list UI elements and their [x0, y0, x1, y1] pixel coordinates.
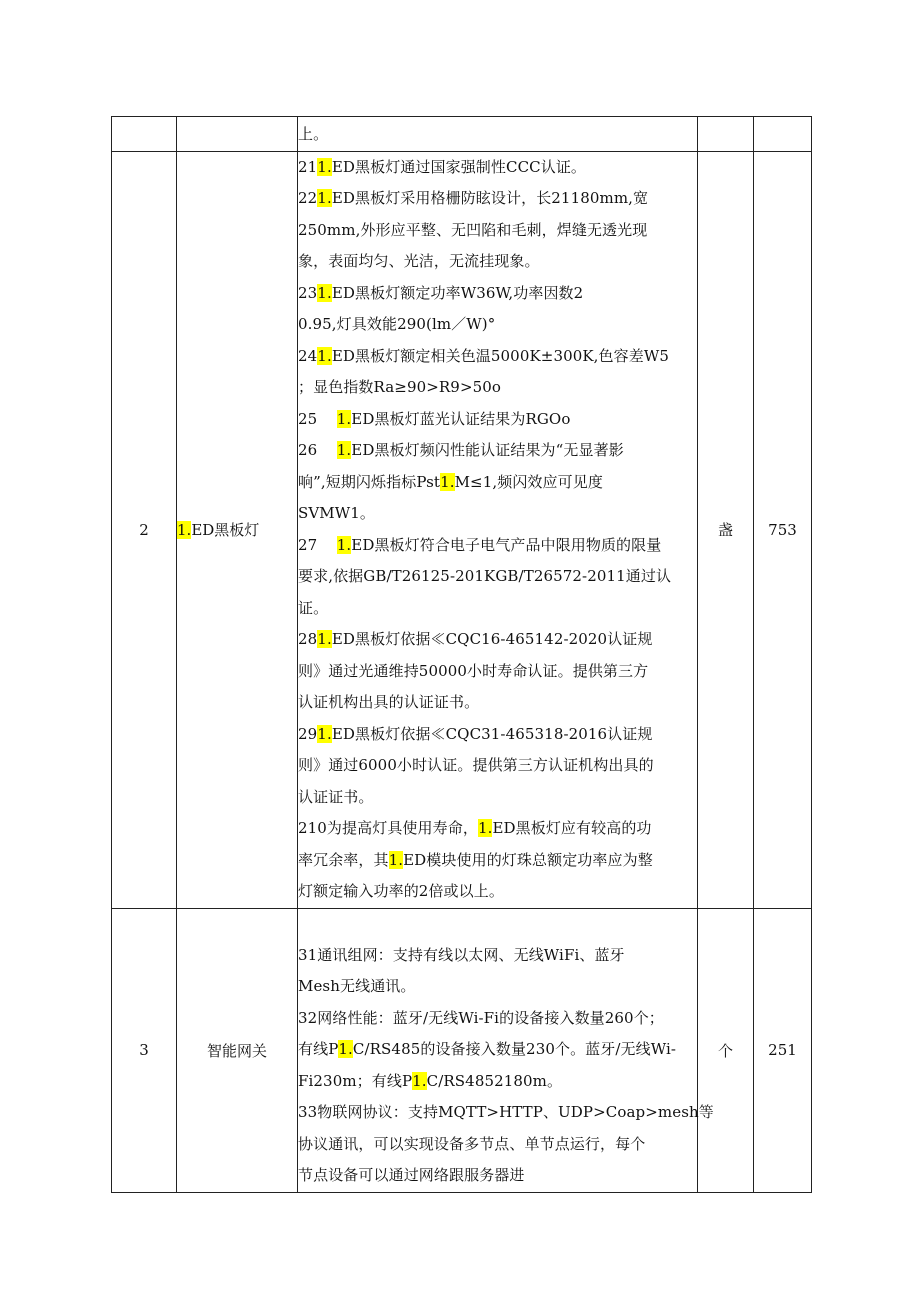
line-text: C/RS485的设备接入数量230个。蓝牙/无线Wi- [352, 1040, 677, 1058]
line-text: 29 [298, 724, 318, 743]
line-text: 则》通过6000小时认证。提供第三方认证机构出具的 [298, 756, 654, 774]
line-text: 灯额定输入功率的2倍或以上。 [298, 882, 504, 900]
description-line [298, 593, 697, 625]
description-lines [298, 909, 714, 1192]
line-text: SVMW1。 [298, 504, 376, 522]
description-line [298, 152, 697, 184]
highlight-text: 1. [317, 157, 332, 176]
line-text: 28 [298, 630, 318, 648]
cell-name [177, 117, 298, 152]
description-line [298, 1066, 697, 1098]
description-lines [298, 119, 697, 151]
description-line [298, 876, 697, 908]
description-line [298, 372, 697, 404]
description-line [298, 719, 697, 751]
description-line [298, 940, 697, 972]
line-text: ED黑板灯依据≪CQC31-465318-2016认证规 [331, 724, 653, 743]
item-unit: 盏 [698, 151, 754, 908]
line-text: M≤1,频闪效应可见度 [454, 472, 603, 491]
description-line [298, 215, 697, 247]
line-text: 27 [298, 535, 337, 554]
description-line [298, 1129, 697, 1161]
description-line [298, 467, 697, 499]
description-line [298, 246, 697, 278]
line-text: 象，表面均匀、光洁，无流挂现象。 [298, 252, 540, 270]
item-name: 智能网关 [177, 908, 298, 1192]
line-text: ED黑板灯采用格栅防眩设计，长21180mm,宽 [331, 189, 649, 207]
highlight-text: 1. [412, 1071, 427, 1090]
highlight-text: 1. [440, 472, 455, 491]
highlight-text: 1. [317, 724, 332, 743]
item-number: 2 [112, 151, 177, 908]
spec-table [111, 116, 812, 1193]
item-number: 3 [112, 908, 177, 1192]
description-line [298, 498, 697, 530]
highlight-text: 1. [317, 630, 332, 648]
description-line [298, 404, 697, 436]
line-text: 节点设备可以通过网络跟服务器进 [298, 1166, 525, 1184]
cell-unit [698, 117, 754, 152]
line-text: 认证证书。 [298, 787, 374, 806]
description-line [298, 278, 697, 310]
description-line [298, 561, 697, 593]
description-line [298, 1160, 697, 1192]
item-description [298, 908, 714, 1192]
line-text: 23 [298, 283, 318, 302]
item-name-highlight: 1. [177, 521, 192, 539]
description-line [298, 813, 697, 845]
cell-number [112, 117, 177, 152]
description-line [298, 309, 697, 341]
highlight-text: 1. [388, 850, 404, 869]
description-line [298, 687, 697, 719]
line-text: 上。 [298, 125, 329, 143]
description-line [298, 183, 697, 215]
description-line [298, 1034, 697, 1066]
line-text: ED黑板灯应有较高的功 [492, 819, 652, 837]
highlight-text: 1. [317, 346, 332, 365]
line-text: ED模块使用的灯珠总额定功率应为整 [403, 850, 653, 869]
line-text: ED黑板灯通过国家强制性CCC认证。 [331, 157, 587, 176]
line-text: 25 [298, 409, 337, 428]
description-line [298, 1097, 714, 1129]
line-text: 认证机构出具的认证证书。 [298, 693, 480, 711]
line-text: 要求,依据GB/T26125-201KGB/T26572-2011通过认 [298, 567, 672, 585]
highlight-text: 1. [317, 283, 332, 302]
item-unit: 个 [698, 908, 754, 1192]
table-row [112, 117, 812, 152]
highlight-text: 1. [317, 189, 332, 207]
line-text: 24 [298, 346, 318, 365]
cell-quantity [754, 117, 812, 152]
table-row [112, 151, 812, 908]
description-lines [298, 152, 697, 908]
description-line [298, 750, 697, 782]
line-text: ED黑板灯额定功率W36W,功率因数2 [331, 283, 584, 302]
line-text: 则》通过光通维持50000小时寿命认证。提供第三方 [298, 661, 649, 680]
line-text: 210为提高灯具使用寿命， [298, 819, 478, 837]
line-text: 31通讯组网：支持有线以太网、无线WiFi、蓝牙 [298, 945, 625, 964]
line-text: ED黑板灯符合电子电气产品中限用物质的限量 [351, 535, 662, 554]
description-line [298, 971, 697, 1003]
item-name [177, 151, 298, 908]
line-text: ；显色指数Ra≥90>R9>50o [298, 378, 502, 396]
highlight-text: 1. [336, 535, 352, 554]
line-text: 响”,短期闪烁指标Pst [298, 472, 441, 491]
line-text: 33物联网协议：支持MQTT>HTTP、UDP>Coap>mesh等 [298, 1103, 714, 1121]
description-line [298, 624, 697, 656]
line-text: ED黑板灯额定相关色温5000K±300K,色容差W5 [331, 346, 670, 365]
line-text: 0.95,灯具效能290(lm／W)° [298, 315, 496, 333]
description-line [298, 656, 697, 688]
item-quantity: 251 [754, 908, 812, 1192]
line-text: ED黑板灯依据≪CQC16-465142-2020认证规 [331, 630, 653, 648]
item-quantity: 753 [754, 151, 812, 908]
highlight-text: 1. [336, 441, 352, 459]
description-line [298, 1003, 697, 1035]
line-text: 250mm,外形应平整、无凹陷和毛刺，焊缝无透光现 [298, 220, 648, 239]
description-line [298, 909, 697, 940]
description-line [298, 119, 697, 151]
line-text: C/RS4852180m。 [426, 1071, 563, 1090]
description-line [298, 845, 697, 877]
item-name-text: ED黑板灯 [191, 521, 260, 539]
description-line [298, 341, 697, 373]
line-text: Fi230m；有线P [298, 1071, 413, 1090]
highlight-text: 1. [336, 409, 352, 428]
item-description [298, 151, 698, 908]
line-text: 22 [298, 189, 318, 207]
description-line [298, 435, 697, 467]
line-text: 协议通讯，可以实现设备多节点、单节点运行，每个 [298, 1134, 646, 1153]
table-row [112, 908, 812, 1192]
cell-description [298, 117, 698, 152]
line-text: Mesh无线通讯。 [298, 977, 416, 995]
line-text: 21 [298, 157, 318, 176]
highlight-text: 1. [477, 819, 493, 837]
line-text: 证。 [298, 598, 329, 617]
line-text: 32网络性能：蓝牙/无线Wi-Fi的设备接入数量260个； [298, 1008, 664, 1027]
description-line [298, 530, 697, 562]
line-text: 有线P [298, 1040, 339, 1058]
line-text: ED黑板灯频闪性能认证结果为“无显著影 [351, 441, 624, 459]
line-text: 26 [298, 441, 337, 459]
line-text: 率冗余率，其 [298, 850, 389, 869]
highlight-text: 1. [338, 1040, 353, 1058]
line-text: ED黑板灯蓝光认证结果为RGOo [351, 409, 571, 428]
description-line [298, 782, 697, 814]
